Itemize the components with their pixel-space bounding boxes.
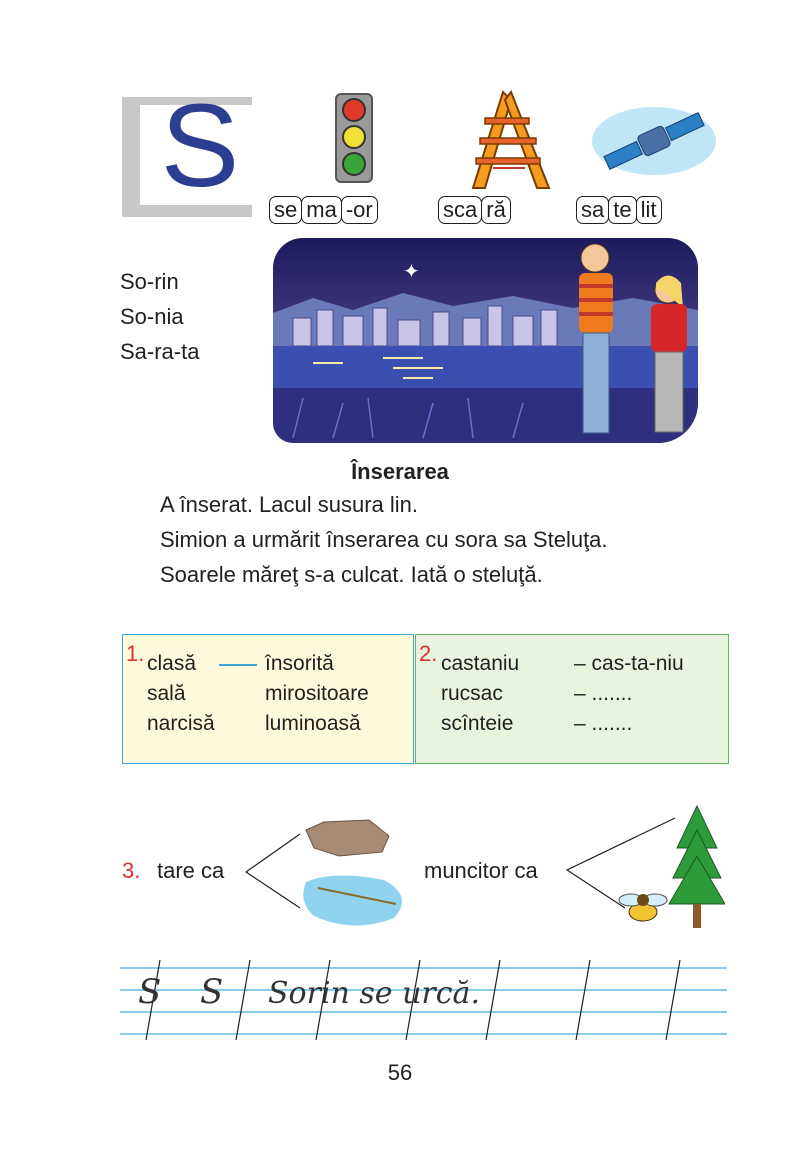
pine-tree-image: [669, 806, 725, 928]
word: rucsac: [441, 682, 503, 705]
night-scene-image: [273, 238, 698, 443]
syllable: -or: [341, 196, 378, 224]
word: însorită: [265, 652, 334, 675]
answer-blank: – .......: [574, 682, 633, 705]
exercise-number: 3.: [122, 858, 141, 883]
syllable: lit: [636, 196, 662, 224]
word: scînteie: [441, 712, 514, 735]
ladder-image: [465, 88, 555, 193]
svg-text:✦: ✦: [403, 259, 420, 283]
bee-image: [619, 894, 667, 921]
syllable: te: [608, 196, 636, 224]
word: sală: [147, 682, 186, 705]
story-line: A înserat. Lacul susura lin.: [160, 492, 419, 517]
word: castaniu: [441, 652, 520, 675]
connector-line: [219, 664, 257, 666]
comparison-choices-1: [244, 818, 424, 938]
rock-image: [306, 820, 389, 856]
name-item: So-nia: [120, 304, 184, 329]
story-text: [160, 487, 608, 592]
story-line: Simion a urmărit înserarea cu sora sa Steluţa.: [160, 527, 608, 552]
exercise-number: 2.: [419, 641, 438, 666]
word: mirositoare: [265, 682, 369, 705]
syllable: ră: [481, 196, 511, 224]
traffic-light-image: [333, 92, 375, 184]
exercise-number: 1.: [126, 641, 145, 666]
syllable: se: [269, 196, 302, 224]
syllables-satelit: [576, 196, 661, 224]
word: narcisă: [147, 712, 215, 735]
syllables-semafor: [269, 196, 377, 224]
word: luminoasă: [265, 712, 361, 735]
cursive-sentence: Sorin se urcă.: [268, 976, 480, 1011]
syllabified-word: – cas-ta-niu: [574, 652, 684, 675]
page-number: 56: [387, 1060, 413, 1085]
syllable: sca: [438, 196, 482, 224]
ice-image: [303, 875, 402, 925]
comparison-phrase: tare ca: [157, 858, 225, 883]
exercise-1-box: [122, 634, 414, 764]
name-item: So-rin: [120, 269, 179, 294]
exercise-2-box: [415, 634, 729, 764]
big-letter: S: [160, 80, 240, 212]
syllable: ma: [301, 196, 342, 224]
story-title: Înserarea: [351, 459, 449, 484]
name-item: Sa-ra-ta: [120, 339, 200, 364]
comparison-choices-2: [565, 800, 725, 940]
cursive-capital: S: [200, 972, 224, 1012]
cursive-capital: S: [138, 972, 162, 1012]
word: clasă: [147, 652, 197, 675]
comparison-phrase: muncitor ca: [424, 858, 538, 883]
story-line: Soarele măreţ s-a culcat. Iată o steluţă.: [160, 562, 543, 587]
satellite-image: [590, 102, 718, 180]
answer-blank: – .......: [574, 712, 633, 735]
syllable: sa: [576, 196, 609, 224]
names-list: [120, 264, 199, 369]
syllables-scara: [438, 196, 510, 224]
